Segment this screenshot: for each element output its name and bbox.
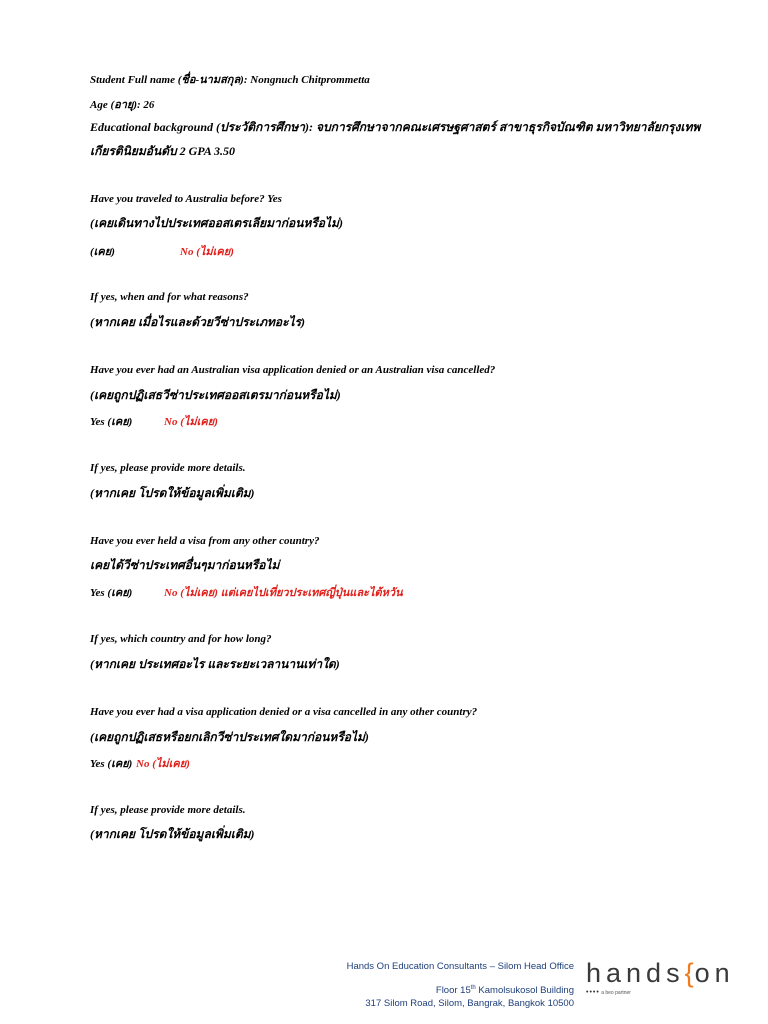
student-name-line: Student Full name (ชื่อ-นามสกุล): Nongnuch Chitprommetta: [90, 74, 370, 86]
question-8: If yes, please provide more details.: [90, 804, 246, 816]
question-5: Have you ever held a visa from any other country?: [90, 535, 320, 547]
question-5-thai: เคยได้วีซ่าประเทศอื่นๆมาก่อนหรือไม่: [90, 558, 280, 572]
footer-floor-prefix: Floor 15: [435, 985, 471, 997]
question-1-answer: No (ไม่เคย): [180, 246, 234, 258]
question-3-thai: (เคยถูกปฏิเสธวีซ่าประเทศออสเตรมาก่อนหรือไม่): [90, 388, 341, 402]
question-3-option-yes: Yes (เคย): [90, 416, 133, 428]
question-7-option-yes: Yes (เคย): [90, 758, 133, 770]
logo-tagline-text: a beo partner: [601, 990, 631, 996]
question-3: Have you ever had an Australian visa application denied or an Australian visa cancelled?: [90, 364, 496, 376]
question-5-answer: No (ไม่เคย) แต่เคยไปเที่ยวประเทศญี่ปุ่นและไต้หวัน: [164, 587, 403, 599]
footer-office: Hands On Education Consultants – Silom Head Office: [346, 961, 574, 972]
question-1: Have you traveled to Australia before? Yes: [90, 193, 282, 205]
logo-brace-icon: {: [684, 958, 695, 988]
question-1-thai: (เคยเดินทางไปประเทศออสเตรเลียมาก่อนหรือไม่): [90, 216, 343, 230]
question-7: Have you ever had a visa application denied or a visa cancelled in any other country?: [90, 706, 478, 718]
logo-word-left: hands: [586, 958, 685, 988]
question-4-thai: (หากเคย โปรดให้ข้อมูลเพิ่มเติม): [90, 486, 255, 500]
footer-floor-sup: th: [470, 985, 476, 991]
question-6-thai: (หากเคย ประเทศอะไร และระยะเวลานานเท่าใด): [90, 657, 340, 671]
footer-building: Kamolsukosol Building: [475, 985, 574, 997]
footer-floor: [254, 985, 574, 996]
logo-wordmark: [586, 958, 735, 989]
footer-address: 317 Silom Road, Silom, Bangrak, Bangkok 10500: [365, 998, 574, 1009]
question-1-option-yes: (เคย): [90, 246, 115, 258]
question-2-thai: (หากเคย เมื่อไรและด้วยวีซ่าประเภทอะไร): [90, 315, 306, 329]
question-8-thai: (หากเคย โปรดให้ข้อมูลเพิ่มเติม): [90, 827, 255, 841]
question-5-option-yes: Yes (เคย): [90, 587, 133, 599]
question-6: If yes, which country and for how long?: [90, 633, 272, 645]
hands-on-logo: [586, 958, 735, 998]
question-7-answer: No (ไม่เคย): [136, 758, 190, 770]
question-4: If yes, please provide more details.: [90, 462, 246, 474]
logo-dots-icon: ••••: [586, 989, 600, 996]
question-3-answer: No (ไม่เคย): [164, 416, 218, 428]
question-2: If yes, when and for what reasons?: [90, 291, 249, 303]
education-line-1: Educational background (ประวัติการศึกษา): จบการศึกษาจากคณะเศรษฐศาสตร์ สาขาธุรกิจบัณฑิต มหาวิทยาลัยกรุงเทพ: [90, 120, 701, 134]
logo-tagline: [586, 989, 631, 996]
question-7-thai: (เคยถูกปฏิเสธหรือยกเลิกวีซ่าประเทศใดมาก่อนหรือไม่): [90, 730, 369, 744]
age-line: Age (อายุ): 26: [90, 99, 155, 111]
education-line-2: เกียรตินิยมอันดับ 2 GPA 3.50: [90, 144, 236, 158]
logo-word-right: on: [694, 958, 735, 988]
